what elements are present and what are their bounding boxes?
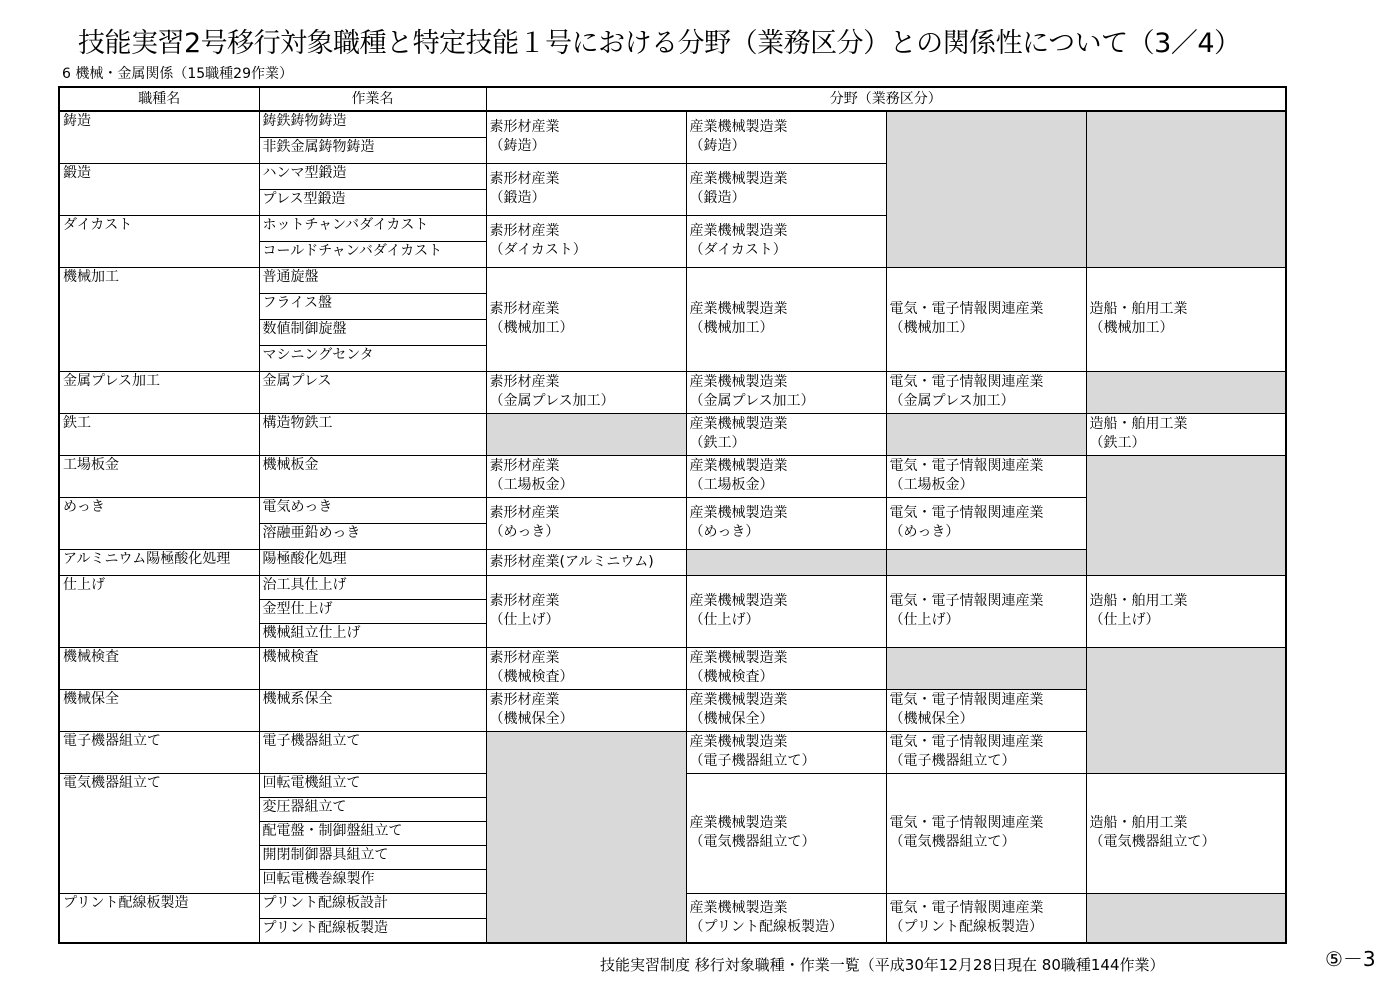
field-name: 電気・電子情報関連産業: [889, 458, 1044, 474]
field-sub: （機械加工）: [889, 320, 974, 336]
field-name: 電気・電子情報関連産業: [889, 301, 1044, 317]
field-name: 素形材産業: [489, 119, 560, 136]
field-cell: [686, 689, 886, 731]
field-name: 電気・電子情報関連産業: [889, 505, 1044, 521]
work-cell: 機械組立仕上げ: [259, 623, 486, 647]
field-sub: （電子機器組立て）: [889, 753, 1016, 769]
job-cell: アルミニウム陽極酸化処理: [59, 549, 259, 575]
field-sub: （仕上げ）: [489, 612, 560, 628]
field-cell: [886, 455, 1086, 497]
field-name: 素形材産業: [489, 650, 560, 666]
field-cell: [886, 689, 1086, 731]
field-sub: （鉄工）: [689, 435, 746, 451]
work-cell: ホットチャンバダイカスト: [259, 215, 486, 241]
field-name: 産業機械製造業: [689, 458, 788, 474]
field-name: 造船・舶用工業: [1089, 416, 1188, 432]
field-name: 産業機械製造業: [689, 505, 788, 521]
work-cell: 金属プレス: [259, 371, 486, 413]
job-cell: 機械検査: [59, 647, 259, 689]
field-name: 素形材産業: [489, 692, 560, 708]
field-name: 産業機械製造業: [689, 301, 788, 317]
work-cell: 陽極酸化処理: [259, 549, 486, 575]
empty-field-cell: [886, 111, 1086, 267]
field-sub: （機械保全）: [889, 711, 974, 727]
field-cell: [686, 731, 886, 773]
work-cell: 回転電機巻線製作: [259, 869, 486, 893]
header-job: 職種名: [59, 87, 259, 111]
field-cell: [886, 497, 1086, 549]
work-cell: コールドチャンバダイカスト: [259, 241, 486, 267]
empty-field-cell: [1086, 893, 1286, 943]
field-sub: （鍛造）: [689, 190, 746, 206]
field-cell: [486, 371, 686, 413]
field-cell: [1086, 773, 1286, 893]
empty-field-cell: [486, 731, 686, 943]
field-sub: （鋳造）: [689, 138, 746, 155]
field-cell: [686, 163, 886, 215]
field-cell: [886, 575, 1086, 647]
field-name: 産業機械製造業: [689, 416, 788, 432]
work-cell: プレス型鍛造: [259, 189, 486, 215]
work-cell: フライス盤: [259, 293, 486, 319]
field-sub: （金属プレス加工）: [889, 393, 1015, 409]
job-cell: 機械保全: [59, 689, 259, 731]
empty-field-cell: [886, 549, 1086, 575]
work-cell: 構造物鉄工: [259, 413, 486, 455]
field-cell: [886, 731, 1086, 773]
occupation-field-table: [58, 86, 1287, 944]
field-name: 素形材産業(アルミニウム): [489, 553, 654, 570]
empty-field-cell: [1086, 455, 1286, 575]
job-cell: ダイカスト: [59, 215, 259, 267]
header-field: 分野（業務区分）: [486, 87, 1286, 111]
field-name: 造船・舶用工業: [1089, 815, 1188, 831]
header-work: 作業名: [259, 87, 486, 111]
field-sub: （機械加工）: [489, 320, 574, 336]
empty-field-cell: [1086, 371, 1286, 413]
field-cell: [686, 267, 886, 371]
field-sub: （鍛造）: [489, 190, 546, 206]
work-cell: 電気めっき: [259, 497, 486, 523]
work-cell: 非鉄金属鋳物鋳造: [259, 137, 486, 163]
field-cell: [686, 893, 886, 943]
field-cell: [686, 215, 886, 267]
field-name: 素形材産業: [489, 458, 560, 474]
field-sub: （めっき）: [489, 524, 560, 540]
work-cell: 溶融亜鉛めっき: [259, 523, 486, 549]
work-cell: 回転電機組立て: [259, 773, 486, 797]
field-name: 産業機械製造業: [689, 650, 788, 666]
field-sub: （仕上げ）: [1089, 612, 1160, 628]
field-sub: （めっき）: [889, 524, 960, 540]
field-cell: [686, 371, 886, 413]
field-sub: （プリント配線板製造）: [889, 918, 1043, 935]
field-name: 造船・舶用工業: [1089, 301, 1188, 317]
field-sub: （工場板金）: [889, 477, 974, 493]
field-name: 電気・電子情報関連産業: [889, 692, 1044, 708]
field-cell: [1086, 267, 1286, 371]
work-cell: 鋳鉄鋳物鋳造: [259, 111, 486, 137]
field-name: 素形材産業: [489, 223, 560, 239]
field-cell: [486, 455, 686, 497]
field-name: 産業機械製造業: [689, 734, 788, 750]
field-cell: [686, 413, 886, 455]
work-cell: 開閉制御器具組立て: [259, 845, 486, 869]
section-subtitle: 6 機械・金属関係（15職種29作業）: [62, 66, 293, 82]
job-cell: 鍛造: [59, 163, 259, 215]
field-sub: （機械加工）: [689, 320, 774, 336]
field-sub: （電気機器組立て）: [689, 834, 816, 850]
field-sub: （工場板金）: [689, 477, 774, 493]
field-cell: [486, 497, 686, 549]
field-cell: [886, 773, 1086, 893]
field-cell: [486, 267, 686, 371]
field-sub: （電気機器組立て）: [1089, 834, 1216, 850]
work-cell: 金型仕上げ: [259, 599, 486, 623]
field-name: 産業機械製造業: [689, 593, 788, 609]
work-cell: 機械系保全: [259, 689, 486, 731]
work-cell: プリント配線板設計: [259, 893, 486, 918]
field-sub: （ダイカスト）: [689, 242, 787, 258]
field-cell: [1086, 413, 1286, 455]
job-cell: 工場板金: [59, 455, 259, 497]
work-cell: 数値制御旋盤: [259, 319, 486, 345]
field-cell: [886, 371, 1086, 413]
field-cell: [1086, 575, 1286, 647]
job-cell: 鉄工: [59, 413, 259, 455]
field-name: 産業機械製造業: [689, 223, 788, 239]
job-cell: 電子機器組立て: [59, 731, 259, 773]
field-cell: [886, 267, 1086, 371]
field-sub: （機械保全）: [489, 711, 574, 727]
field-sub: （電気機器組立て）: [889, 834, 1016, 850]
field-name: 素形材産業: [489, 374, 560, 390]
job-cell: 金属プレス加工: [59, 371, 259, 413]
field-cell: [686, 455, 886, 497]
work-cell: マシニングセンタ: [259, 345, 486, 371]
work-cell: プリント配線板製造: [259, 918, 486, 943]
field-sub: （機械加工）: [1089, 320, 1174, 336]
field-sub: （プリント配線板製造）: [689, 918, 843, 935]
field-name: 産業機械製造業: [689, 374, 788, 390]
field-cell: [486, 647, 686, 689]
work-cell: 変圧器組立て: [259, 797, 486, 821]
field-name: 電気・電子情報関連産業: [889, 815, 1044, 831]
work-cell: 普通旋盤: [259, 267, 486, 293]
field-sub: （めっき）: [689, 524, 760, 540]
field-sub: （金属プレス加工）: [489, 393, 615, 409]
field-cell: [686, 111, 886, 163]
field-name: 素形材産業: [489, 593, 560, 609]
field-sub: （工場板金）: [489, 477, 574, 493]
field-cell: [886, 893, 1086, 943]
work-cell: 機械検査: [259, 647, 486, 689]
page-title: 技能実習2号移行対象職種と特定技能１号における分野（業務区分）との関係性について（3／4）: [78, 28, 1241, 59]
field-cell: [686, 647, 886, 689]
job-cell: 仕上げ: [59, 575, 259, 647]
field-sub: （金属プレス加工）: [689, 393, 815, 409]
field-sub: （ダイカスト）: [489, 242, 587, 258]
job-cell: 鋳造: [59, 111, 259, 163]
field-name: 電気・電子情報関連産業: [889, 374, 1044, 390]
empty-field-cell: [1086, 647, 1286, 773]
field-sub: （機械保全）: [689, 711, 774, 727]
job-cell: 機械加工: [59, 267, 259, 371]
work-cell: ハンマ型鍛造: [259, 163, 486, 189]
field-name: 電気・電子情報関連産業: [889, 899, 1044, 916]
empty-field-cell: [886, 647, 1086, 689]
job-cell: めっき: [59, 497, 259, 549]
field-cell: [486, 215, 686, 267]
field-name: 造船・舶用工業: [1089, 593, 1188, 609]
job-cell: プリント配線板製造: [59, 893, 259, 943]
empty-field-cell: [886, 413, 1086, 455]
field-name: 電気・電子情報関連産業: [889, 734, 1044, 750]
work-cell: 配電盤・制御盤組立て: [259, 821, 486, 845]
field-cell: [486, 689, 686, 731]
field-sub: （鉄工）: [1089, 435, 1146, 451]
field-name: 産業機械製造業: [689, 692, 788, 708]
work-cell: 機械板金: [259, 455, 486, 497]
job-cell: 電気機器組立て: [59, 773, 259, 893]
field-name: 素形材産業: [489, 505, 560, 521]
field-name: 産業機械製造業: [689, 815, 788, 831]
field-sub: （仕上げ）: [689, 612, 760, 628]
field-cell: [686, 497, 886, 549]
work-cell: 治工具仕上げ: [259, 575, 486, 599]
empty-field-cell: [686, 549, 886, 575]
field-cell: [486, 163, 686, 215]
field-name: 素形材産業: [489, 171, 560, 187]
field-cell: [486, 549, 686, 575]
field-sub: （機械検査）: [689, 669, 774, 685]
field-sub: （電子機器組立て）: [689, 753, 816, 769]
field-cell: [486, 575, 686, 647]
field-sub: （機械検査）: [489, 669, 574, 685]
field-name: 素形材産業: [489, 301, 560, 317]
field-cell: [486, 111, 686, 163]
empty-field-cell: [486, 413, 686, 455]
field-cell: [686, 773, 886, 893]
empty-field-cell: [1086, 111, 1286, 267]
field-sub: （仕上げ）: [889, 612, 960, 628]
page-number: ⑤－3: [1325, 947, 1376, 971]
field-cell: [686, 575, 886, 647]
field-name: 産業機械製造業: [689, 119, 788, 136]
work-cell: 電子機器組立て: [259, 731, 486, 773]
field-name: 産業機械製造業: [689, 171, 788, 187]
field-name: 電気・電子情報関連産業: [889, 593, 1044, 609]
field-sub: （鋳造）: [489, 138, 546, 155]
field-name: 産業機械製造業: [689, 899, 788, 916]
footer-note: 技能実習制度 移行対象職種・作業一覧（平成30年12月28日現在 80職種144作業）: [600, 956, 1165, 974]
